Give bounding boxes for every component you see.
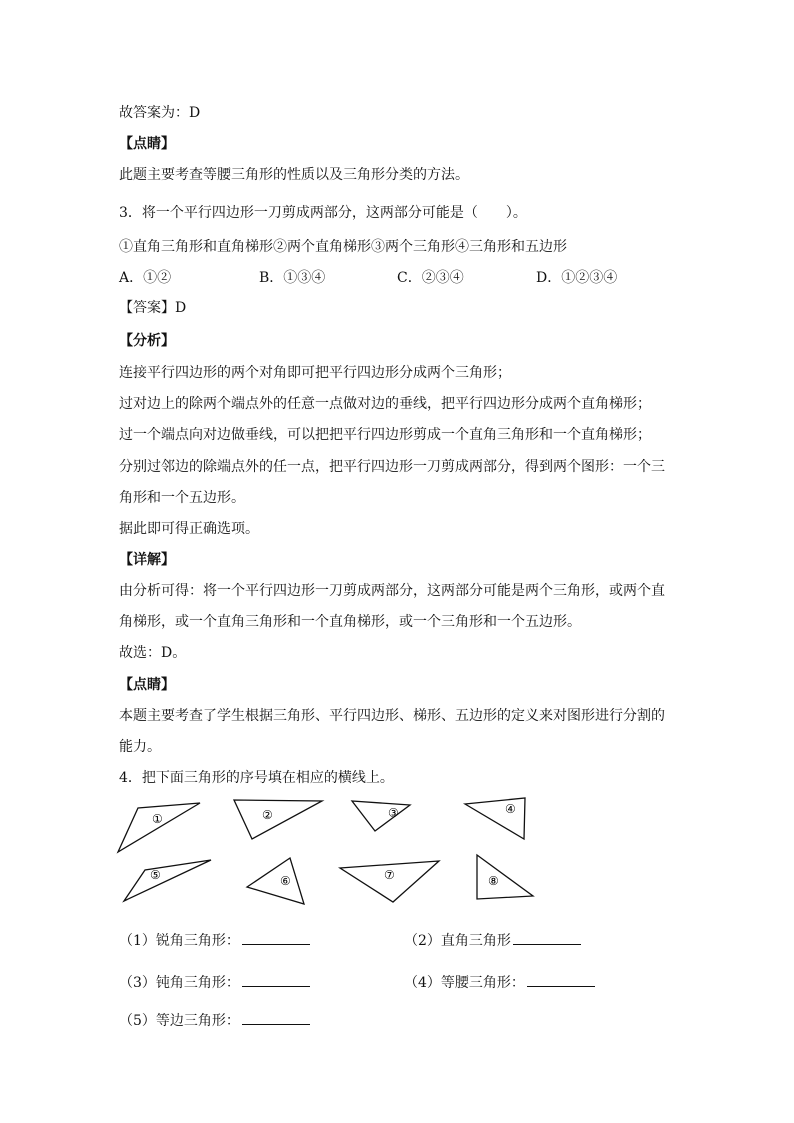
triangle-3 xyxy=(352,801,410,831)
triangle-shape xyxy=(477,855,533,899)
answer-blank[interactable] xyxy=(242,972,310,987)
triangles-figure xyxy=(110,795,550,915)
triangle-8 xyxy=(477,855,533,899)
triangle-label: ⑧ xyxy=(488,874,499,888)
fill-item-5: （5）等边三角形： xyxy=(119,1010,310,1031)
text-fenxi-1: 连接平行四边形的两个对角即可把平行四边形分成两个三角形； xyxy=(119,365,511,381)
triangle-7 xyxy=(340,861,439,902)
triangle-label: ⑦ xyxy=(384,868,395,882)
fill-item-4: （4）等腰三角形： xyxy=(404,972,595,993)
triangle-label: ④ xyxy=(505,802,516,816)
fill-item-3: （3）钝角三角形： xyxy=(119,972,310,993)
triangle-shape xyxy=(234,800,322,839)
text-dianjing-2-body2: 能力。 xyxy=(119,739,161,755)
triangle-label: ⑥ xyxy=(280,874,291,888)
text-guxuan: 故选：D。 xyxy=(119,645,187,661)
text-xiangjie-2: 角梯形，或一个直角三角形和一个直角梯形，或一个三角形和一个五边形。 xyxy=(119,614,581,630)
triangle-2 xyxy=(234,800,322,839)
text-q3-answer: 【答案】D xyxy=(119,300,187,316)
text-q3-stem: 3．将一个平行四边形一刀剪成两部分，这两部分可能是（ ）。 xyxy=(119,205,527,221)
triangle-label: ① xyxy=(152,812,163,826)
triangle-1 xyxy=(118,803,200,852)
text-answer-prev: 故答案为：D xyxy=(119,105,201,121)
answer-blank[interactable] xyxy=(242,1010,310,1025)
triangle-shape xyxy=(118,803,200,852)
triangle-shape xyxy=(352,801,410,831)
text-dianjing-1: 【点睛】 xyxy=(119,136,175,152)
triangle-shape xyxy=(465,798,525,839)
text-fenxi-6: 据此即可得正确选项。 xyxy=(119,521,259,537)
text-dianjing-2: 【点睛】 xyxy=(119,677,175,693)
triangle-5 xyxy=(124,860,211,901)
answer-blank[interactable] xyxy=(513,930,581,945)
q3-option-D: D．①②③④ xyxy=(536,270,618,286)
fill-item-2: （2）直角三角形 xyxy=(404,930,581,951)
triangle-6 xyxy=(247,858,304,904)
text-q4-stem: 4．把下面三角形的序号填在相应的横线上。 xyxy=(119,770,394,786)
text-fenxi-5: 角形和一个五边形。 xyxy=(119,490,245,506)
text-fenxi-4: 分别过邻边的除端点外的任一点，把平行四边形一刀剪成两部分，得到两个图形：一个三 xyxy=(119,459,665,475)
answer-blank[interactable] xyxy=(242,930,310,945)
triangle-4 xyxy=(465,798,525,839)
text-dianjing-1-body: 此题主要考查等腰三角形的性质以及三角形分类的方法。 xyxy=(119,167,469,183)
text-xiangjie: 【详解】 xyxy=(119,552,175,568)
triangle-shape xyxy=(247,858,304,904)
q3-option-B: B．①③④ xyxy=(259,270,326,286)
q3-option-C: C．②③④ xyxy=(397,270,464,286)
answer-blank[interactable] xyxy=(527,972,595,987)
text-q3-items: ①直角三角形和直角梯形②两个直角梯形③两个三角形④三角形和五边形 xyxy=(119,239,567,255)
text-dianjing-2-body1: 本题主要考查了学生根据三角形、平行四边形、梯形、五边形的定义来对图形进行分割的 xyxy=(119,708,665,724)
text-fenxi-2: 过对边上的除两个端点外的任意一点做对边的垂线，把平行四边形分成两个直角梯形； xyxy=(119,396,651,412)
q3-option-A: A．①② xyxy=(119,270,172,286)
text-xiangjie-1: 由分析可得：将一个平行四边形一刀剪成两部分，这两部分可能是两个三角形，或两个直 xyxy=(119,583,665,599)
triangle-label: ⑤ xyxy=(150,868,161,882)
text-fenxi-3: 过一个端点向对边做垂线，可以把把平行四边形剪成一个直角三角形和一个直角梯形； xyxy=(119,427,651,443)
triangle-label: ③ xyxy=(388,806,399,820)
text-fenxi: 【分析】 xyxy=(119,333,175,349)
triangle-label: ② xyxy=(262,808,273,822)
fill-item-1: （1）锐角三角形： xyxy=(119,930,310,951)
triangle-shape xyxy=(124,860,211,901)
